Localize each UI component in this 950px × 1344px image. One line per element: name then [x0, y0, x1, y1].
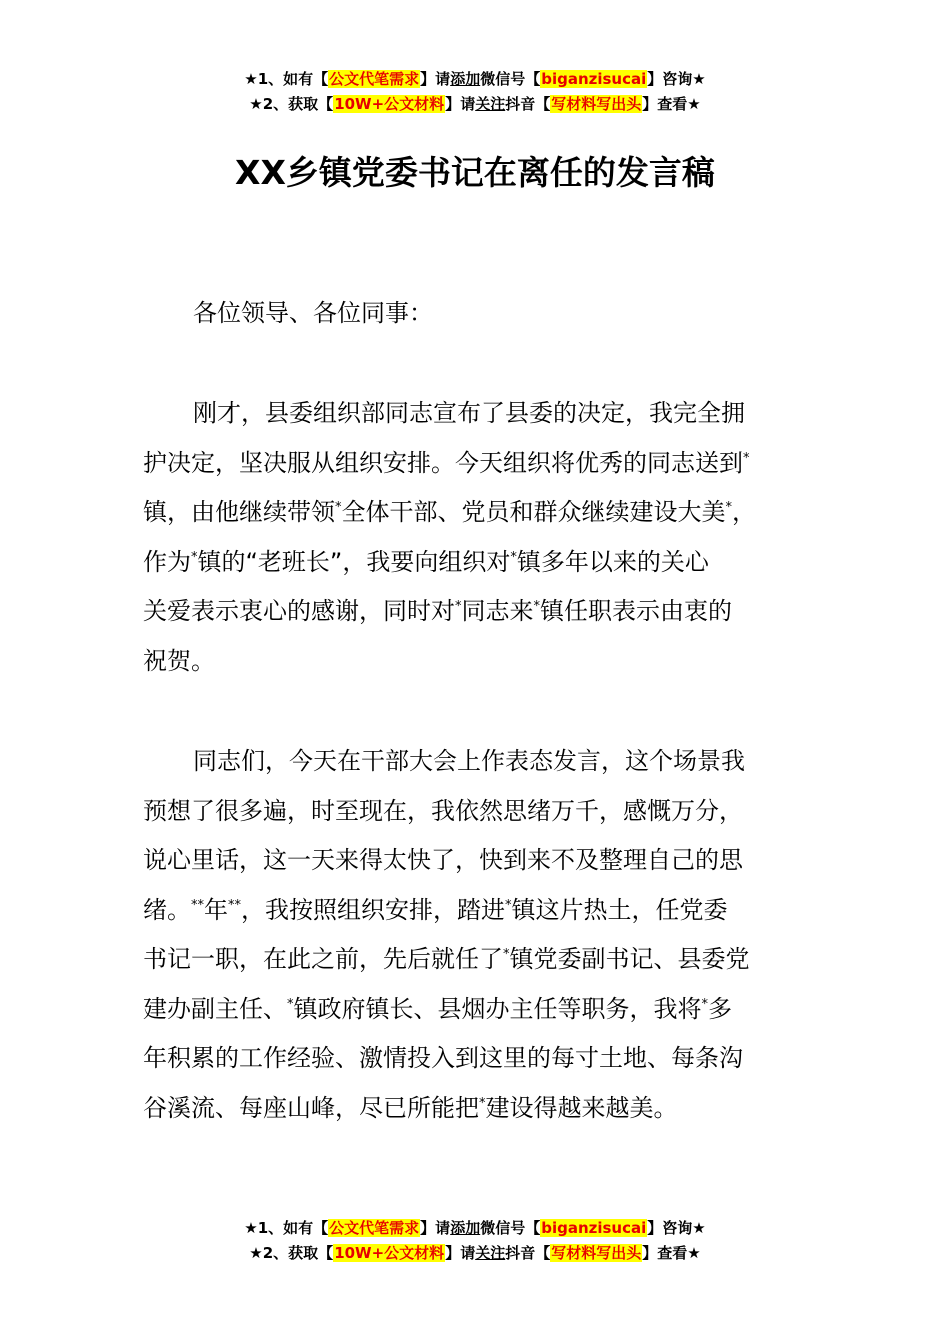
placeholder-asterisk: * [533, 599, 540, 614]
promo-footer [0, 1216, 950, 1266]
placeholder-asterisk: * [455, 599, 462, 614]
placeholder-asterisk: * [743, 450, 750, 466]
promo-underlined: 添加 [450, 1219, 481, 1237]
paragraph-line: 绪。**年**，我按照组织安排，踏进*镇这片热土，任党委 [143, 895, 728, 924]
promo-highlight: 10W+公文材料 [334, 95, 445, 113]
paragraph-line: 谷溪流、每座山峰，尽已所能把*建设得越来越美。 [143, 1093, 678, 1122]
placeholder-asterisk: * [228, 897, 235, 913]
promo-text: 】请 [445, 95, 476, 113]
paragraph-line: 同志们，今天在干部大会上作表态发言，这个场景我 [193, 747, 745, 775]
promo-text: 】查看★ [642, 1244, 701, 1262]
placeholder-asterisk: * [503, 947, 510, 962]
placeholder-asterisk: * [287, 996, 294, 1012]
placeholder-asterisk: * [725, 500, 732, 515]
paragraph-line: 建办副主任、*镇政府镇长、县烟办主任等职务，我将*多 [143, 994, 732, 1023]
promo-text: 】咨询★ [647, 1219, 706, 1237]
placeholder-asterisk: * [234, 897, 241, 913]
promo-wechat-id: biganzisucai [541, 70, 647, 88]
paragraph-line: 护决定，坚决服从组织安排。今天组织将优秀的同志送到* [143, 448, 750, 477]
paragraph-line: 预想了很多遍，时至现在，我依然思绪万千，感慨万分， [143, 796, 743, 825]
paragraph-line: 说心里话，这一天来得太快了，快到来不及整理自己的思 [143, 846, 743, 874]
paragraph-line: 关爱表示衷心的感谢，同时对*同志来*镇任职表示由衷的 [143, 597, 732, 625]
paragraph-line: 刚才，县委组织部同志宣布了县委的决定，我完全拥 [193, 399, 745, 427]
promo-line-1 [0, 67, 950, 92]
promo-text: 】查看★ [642, 95, 701, 113]
promo-text: ★1、如有【 [244, 1219, 329, 1237]
promo-text: 抖音【 [505, 95, 551, 113]
paragraph-1 [143, 389, 815, 686]
placeholder-asterisk: * [191, 897, 198, 913]
promo-text: ★1、如有【 [244, 70, 329, 88]
placeholder-asterisk: * [335, 500, 342, 515]
promo-underlined: 关注 [475, 1244, 506, 1262]
promo-text: 微信号【 [480, 70, 541, 88]
promo-wechat-id: biganzisucai [541, 1219, 647, 1237]
placeholder-asterisk: * [191, 549, 198, 565]
promo-highlight: 公文代笔需求 [329, 70, 420, 88]
paragraph-line: 年积累的工作经验、激情投入到这里的每寸土地、每条沟 [143, 1044, 743, 1072]
document-title: XX乡镇党委书记在离任的发言稿 [235, 153, 715, 192]
promo-text: 】请 [420, 1219, 451, 1237]
promo-highlight: 公文代笔需求 [329, 1219, 420, 1237]
promo-highlight: 10W+公文材料 [334, 1244, 445, 1262]
promo-text: 】请 [420, 70, 451, 88]
promo-underlined: 添加 [450, 70, 481, 88]
promo-text: 】请 [445, 1244, 476, 1262]
promo-header [0, 67, 950, 117]
promo-text: ★2、获取【 [249, 95, 334, 113]
paragraph-line: 镇，由他继续带领*全体干部、党员和群众继续建设大美*， [143, 498, 756, 526]
placeholder-asterisk: * [197, 897, 204, 913]
promo-line-2 [0, 1241, 950, 1266]
paragraph-line: 书记一职，在此之前，先后就任了*镇党委副书记、县委党 [143, 945, 750, 973]
placeholder-asterisk: * [701, 996, 708, 1012]
paragraph-2 [143, 737, 815, 1133]
paragraph-line: 作为*镇的“老班长”，我要向组织对*镇多年以来的关心 [143, 547, 709, 576]
placeholder-asterisk: * [510, 549, 517, 565]
salutation: 各位领导、各位同事： [193, 299, 433, 327]
placeholder-asterisk: * [479, 1095, 486, 1111]
promo-text: 抖音【 [505, 1244, 551, 1262]
promo-douyin-id: 写材料写出头 [551, 95, 642, 113]
placeholder-asterisk: * [505, 897, 512, 913]
promo-text: 微信号【 [480, 1219, 541, 1237]
promo-text: 】咨询★ [647, 70, 706, 88]
promo-line-2 [0, 92, 950, 117]
paragraph-line: 祝贺。 [143, 646, 215, 675]
promo-text: ★2、获取【 [249, 1244, 334, 1262]
promo-line-1 [0, 1216, 950, 1241]
promo-douyin-id: 写材料写出头 [551, 1244, 642, 1262]
promo-underlined: 关注 [475, 95, 506, 113]
